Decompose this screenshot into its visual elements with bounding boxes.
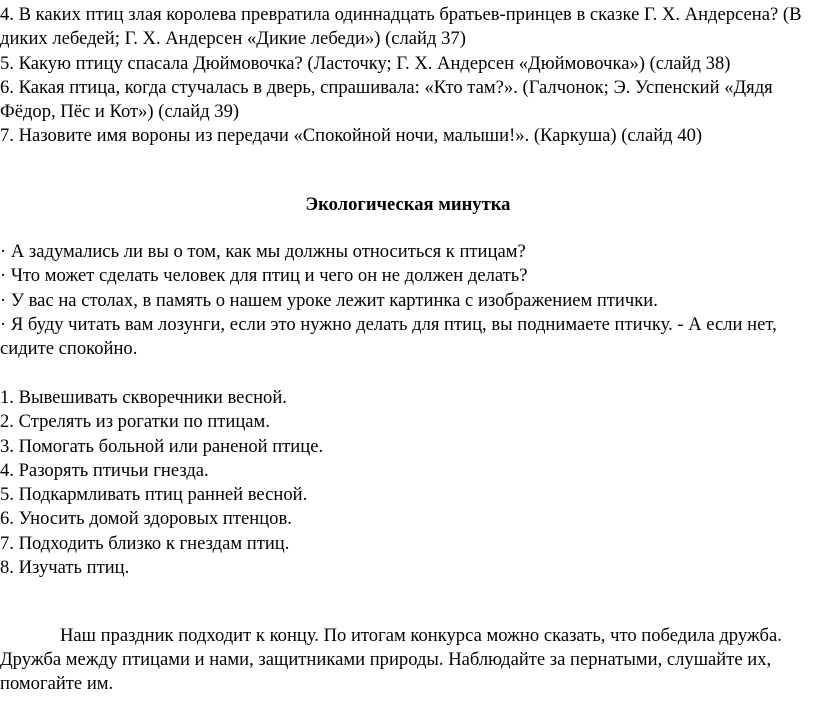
quiz-question: 5. Какую птицу спасала Дюймовочка? (Ласточку; Г. Х. Андерсен «Дюймовочка») (слайд 38) — [0, 52, 731, 74]
section-heading: Экологическая минутка — [305, 194, 511, 215]
slogan-item: 8. Изучать птиц. — [0, 557, 130, 579]
slogan-item: 1. Вывешивать скворечники весной. — [0, 387, 287, 408]
slogan-item: 6. Уносить домой здоровых птенцов. — [0, 508, 292, 530]
slogan-item: 4. Разорять птичьи гнезда. — [0, 459, 209, 481]
discussion-bullet: · У вас на столах, в память о нашем уроке лежит картинка с изображением птички. — [0, 289, 658, 311]
quiz-question: 7. Назовите имя вороны из передачи «Спокойной ночи, малыши!». (Каркуша) (слайд 40) — [0, 125, 703, 147]
slogans-list — [0, 386, 808, 580]
discussion-bullet: · Что может сделать человек для птиц и чего он не должен делать? — [0, 265, 528, 287]
quiz-questions-list — [0, 3, 808, 149]
discussion-bullet: · Я буду читать вам лозунги, если это нужно делать для птиц, вы поднимаете птичку. - А если нет, сидите спокойно. — [0, 313, 777, 360]
quiz-question: 4. В каких птиц злая королева превратила одиннадцать братьев-принцев в сказке Г. Х. Андерсена? (В диких лебедей; Г. Х. Андерсен «Дикие лебеди») (слайд 37) — [0, 4, 802, 50]
slogan-item: 5. Подкармливать птиц ранней весной. — [0, 484, 308, 506]
slogan-item: 2. Стрелять из рогатки по птицам. — [0, 411, 270, 433]
conclusion-paragraph: Наш праздник подходит к концу. По итогам конкурса можно сказать, что победила дружба. Дружба между птицами и нами, защитниками природы. Наблюдайте за пернатыми, слушайте их, помогайте им. — [0, 624, 782, 695]
discussion-bullet: · А задумались ли вы о том, как мы должны относиться к птицам? — [0, 241, 526, 262]
discussion-bullets-list — [0, 240, 808, 361]
slogan-item: 7. Подходить близко к гнездам птиц. — [0, 532, 290, 554]
slogan-item: 3. Помогать больной или раненой птице. — [0, 435, 324, 457]
quiz-question: 6. Какая птица, когда стучалась в дверь, спрашивала: «Кто там?». (Галчонок; Э. Успенский «Дядя Фёдор, Пёс и Кот») (слайд 39) — [0, 76, 773, 123]
